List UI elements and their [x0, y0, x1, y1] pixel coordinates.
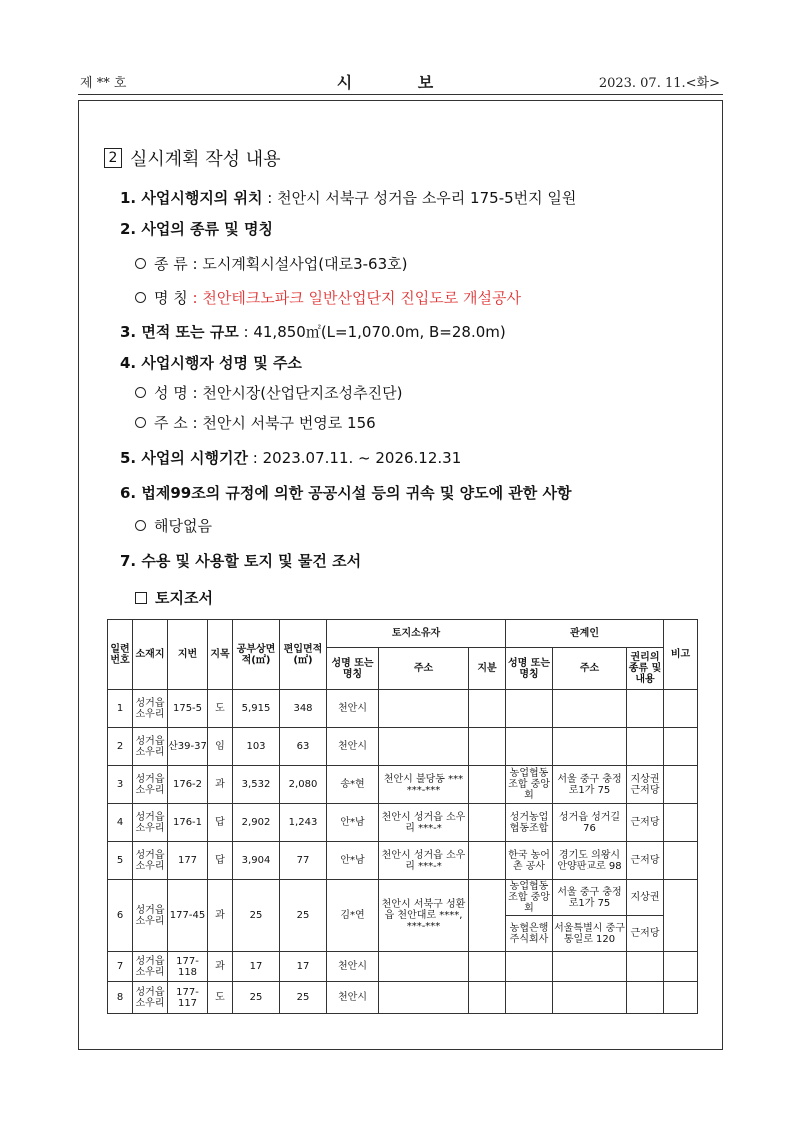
cell-owner-name: 송*현: [327, 766, 379, 804]
cell-owner-name: 김*연: [327, 880, 379, 952]
cell-lot: 177-45: [168, 880, 208, 952]
cell-share: [469, 690, 506, 728]
cell-note: [664, 728, 698, 766]
cell-registered-area: 3,532: [233, 766, 280, 804]
cell-registered-area: 17: [233, 952, 280, 982]
cell-related-right: 지상권: [627, 880, 664, 916]
header-divider: [78, 94, 723, 95]
cell-registered-area: 5,915: [233, 690, 280, 728]
item-value: : 도시계획시설사업(대로3-63호): [187, 255, 408, 273]
cell-location: 성거읍 소우리: [133, 690, 168, 728]
cell-location: 성거읍 소우리: [133, 982, 168, 1014]
item-type-kind: [135, 253, 407, 274]
cell-related-right: 근저당: [627, 842, 664, 880]
item-operator-address: [135, 412, 376, 433]
publish-date: 2023. 07. 11.<화>: [598, 76, 720, 91]
cell-registered-area: 2,902: [233, 804, 280, 842]
header-lot: 지번: [168, 620, 208, 690]
cell-included-area: 25: [280, 880, 327, 952]
cell-land-type: 답: [208, 842, 233, 880]
square-bullet-icon: [135, 592, 147, 604]
cell-owner-address: [379, 952, 469, 982]
cell-owner-address: [379, 690, 469, 728]
item-label: 3. 면적 또는 규모: [120, 323, 239, 341]
item-operator-name: [135, 382, 402, 403]
cell-related-right: [627, 952, 664, 982]
table-row: [108, 880, 698, 916]
cell-land-type: 과: [208, 766, 233, 804]
cell-related-right: 근저당: [627, 916, 664, 952]
cell-related-address: [553, 982, 627, 1014]
cell-related-right: [627, 982, 664, 1014]
table-row: [108, 766, 698, 804]
cell-owner-name: 천안시: [327, 952, 379, 982]
cell-related-address: 경기도 의왕시 안양판교로 98: [553, 842, 627, 880]
cell-land-type: 답: [208, 804, 233, 842]
table-row: [108, 952, 698, 982]
cell-lot: 177: [168, 842, 208, 880]
item-type-name: [135, 287, 521, 308]
cell-serial: 1: [108, 690, 133, 728]
cell-owner-address: 천안시 성거읍 소우리 ***-*: [379, 842, 469, 880]
item-expropriation: 7. 수용 및 사용할 토지 및 물건 조서: [120, 552, 362, 570]
cell-lot: 176-2: [168, 766, 208, 804]
cell-included-area: 2,080: [280, 766, 327, 804]
item-label: 토지조서: [155, 589, 213, 607]
section-title: 실시계획 작성 내용: [130, 149, 281, 170]
cell-land-type: 과: [208, 880, 233, 952]
cell-related-name: 농업협동조합 중앙회: [506, 766, 553, 804]
circle-bullet-icon: [135, 258, 146, 269]
cell-share: [469, 766, 506, 804]
table-row: [108, 982, 698, 1014]
header-related-right: 권리의 종류 및 내용: [627, 648, 664, 690]
header-owner-address: 주소: [379, 648, 469, 690]
table-row: [108, 804, 698, 842]
circle-bullet-icon: [135, 520, 146, 531]
cell-note: [664, 804, 698, 842]
cell-lot: 177-117: [168, 982, 208, 1014]
cell-note: [664, 982, 698, 1014]
header-serial: 일련번호: [108, 620, 133, 690]
item-type-heading: 2. 사업의 종류 및 명칭: [120, 220, 273, 238]
item-area: [120, 321, 506, 342]
cell-included-area: 77: [280, 842, 327, 880]
cell-included-area: 348: [280, 690, 327, 728]
cell-related-address: 서울 중구 충정로1가 75: [553, 880, 627, 916]
cell-note: [664, 842, 698, 880]
cell-related-right: 근저당: [627, 804, 664, 842]
land-survey-table: [107, 619, 698, 1014]
cell-owner-address: 천안시 서북구 성환읍 천안대로 ****, ***-***: [379, 880, 469, 952]
item-value: : 천안시 서북구 번영로 156: [187, 414, 376, 432]
cell-related-name: 성거농업협동조합: [506, 804, 553, 842]
gazette-number: 제 ** 호: [80, 76, 127, 91]
cell-note: [664, 880, 698, 952]
land-survey-heading: [135, 587, 213, 608]
cell-related-name: [506, 952, 553, 982]
item-label: 종 류: [154, 255, 188, 273]
cell-share: [469, 982, 506, 1014]
header-registered-area: 공부상면적(㎡): [233, 620, 280, 690]
item-value: : 천안시장(산업단지조성추진단): [187, 384, 403, 402]
cell-related-address: 성거읍 성거길76: [553, 804, 627, 842]
header-land-type: 지목: [208, 620, 233, 690]
header-owner-name: 성명 또는 명칭: [327, 648, 379, 690]
cell-share: [469, 804, 506, 842]
cell-lot: 176-1: [168, 804, 208, 842]
cell-related-address: 서울특별시 중구 통일로 120: [553, 916, 627, 952]
cell-owner-name: 천안시: [327, 982, 379, 1014]
cell-related-address: [553, 728, 627, 766]
cell-note: [664, 952, 698, 982]
item-label: 명 칭: [154, 289, 188, 307]
cell-owner-name: 천안시: [327, 728, 379, 766]
circle-bullet-icon: [135, 387, 146, 398]
header-included-area: 편입면적(㎡): [280, 620, 327, 690]
circle-bullet-icon: [135, 417, 146, 428]
section-heading: [104, 145, 281, 171]
cell-land-type: 도: [208, 690, 233, 728]
circle-bullet-icon: [135, 292, 146, 303]
cell-land-type: 임: [208, 728, 233, 766]
cell-related-name: [506, 982, 553, 1014]
cell-share: [469, 880, 506, 952]
cell-owner-name: 천안시: [327, 690, 379, 728]
cell-related-name: 농업협동조합 중앙회: [506, 880, 553, 916]
table-row: [108, 728, 698, 766]
table-row: [108, 842, 698, 880]
header-location: 소재지: [133, 620, 168, 690]
item-label: 1. 사업시행지의 위치: [120, 189, 263, 207]
cell-related-right: 지상권 근저당: [627, 766, 664, 804]
item-value: 해당없음: [154, 517, 212, 535]
cell-included-area: 17: [280, 952, 327, 982]
cell-related-address: [553, 952, 627, 982]
header-related-address: 주소: [553, 648, 627, 690]
cell-serial: 5: [108, 842, 133, 880]
cell-related-address: 서울 중구 충정로1가 75: [553, 766, 627, 804]
cell-registered-area: 25: [233, 880, 280, 952]
section-number: 2: [104, 148, 122, 168]
cell-owner-name: 안*남: [327, 804, 379, 842]
cell-share: [469, 842, 506, 880]
cell-lot: 산39-37: [168, 728, 208, 766]
item-label: 주 소: [154, 414, 188, 432]
cell-land-type: 과: [208, 952, 233, 982]
cell-location: 성거읍 소우리: [133, 880, 168, 952]
cell-related-right: [627, 690, 664, 728]
cell-location: 성거읍 소우리: [133, 728, 168, 766]
item-value: : 41,850㎡(L=1,070.0m, B=28.0m): [238, 323, 506, 341]
header-land-owner: 토지소유자: [327, 620, 506, 648]
cell-lot: 177-118: [168, 952, 208, 982]
item-value: : 2023.07.11. ~ 2026.12.31: [248, 449, 462, 467]
cell-location: 성거읍 소우리: [133, 842, 168, 880]
header-note: 비고: [664, 620, 698, 690]
cell-related-name: 한국 농어촌 공사: [506, 842, 553, 880]
cell-owner-address: 천안시 불당동 *** ***-***: [379, 766, 469, 804]
cell-serial: 8: [108, 982, 133, 1014]
item-operator-heading: 4. 사업시행자 성명 및 주소: [120, 354, 302, 372]
cell-registered-area: 103: [233, 728, 280, 766]
cell-included-area: 25: [280, 982, 327, 1014]
cell-share: [469, 728, 506, 766]
item-label: 성 명: [154, 384, 188, 402]
cell-location: 성거읍 소우리: [133, 766, 168, 804]
cell-share: [469, 952, 506, 982]
table-row: [108, 690, 698, 728]
cell-owner-address: [379, 982, 469, 1014]
cell-serial: 4: [108, 804, 133, 842]
item-label: 5. 사업의 시행기간: [120, 449, 249, 467]
header-related-party: 관계인: [506, 620, 664, 648]
cell-owner-address: 천안시 성거읍 소우리 ***-*: [379, 804, 469, 842]
header-share: 지분: [469, 648, 506, 690]
cell-serial: 3: [108, 766, 133, 804]
header-related-name: 성명 또는 명칭: [506, 648, 553, 690]
cell-serial: 2: [108, 728, 133, 766]
cell-related-address: [553, 690, 627, 728]
cell-related-name: [506, 728, 553, 766]
cell-note: [664, 766, 698, 804]
item-public-facility-value: [135, 515, 212, 536]
page-title: 시 보: [336, 73, 464, 92]
cell-included-area: 63: [280, 728, 327, 766]
item-period: [120, 447, 461, 468]
item-value: : 천안테크노파크 일반산업단지 진입도로 개설공사: [187, 289, 521, 307]
cell-included-area: 1,243: [280, 804, 327, 842]
cell-note: [664, 690, 698, 728]
item-value: : 천안시 서북구 성거읍 소우리 175-5번지 일원: [262, 189, 577, 207]
cell-land-type: 도: [208, 982, 233, 1014]
cell-location: 성거읍 소우리: [133, 804, 168, 842]
cell-serial: 6: [108, 880, 133, 952]
cell-owner-name: 안*남: [327, 842, 379, 880]
cell-registered-area: 25: [233, 982, 280, 1014]
item-public-facility: 6. 법제99조의 규정에 의한 공공시설 등의 귀속 및 양도에 관한 사항: [120, 484, 572, 502]
cell-owner-address: [379, 728, 469, 766]
cell-serial: 7: [108, 952, 133, 982]
cell-location: 성거읍 소우리: [133, 952, 168, 982]
cell-related-name: [506, 690, 553, 728]
cell-registered-area: 3,904: [233, 842, 280, 880]
cell-lot: 175-5: [168, 690, 208, 728]
cell-related-right: [627, 728, 664, 766]
item-location: [120, 187, 576, 208]
cell-related-name: 농협은행 주식회사: [506, 916, 553, 952]
